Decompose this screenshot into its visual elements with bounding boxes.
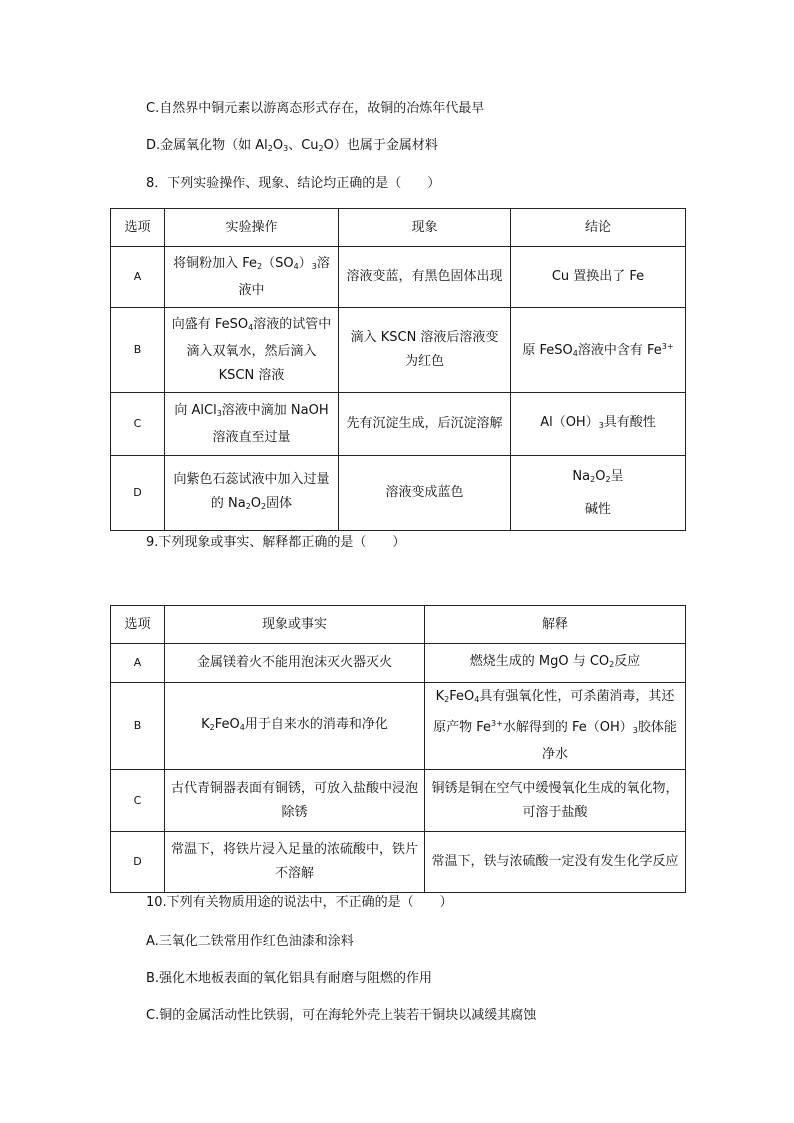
question-10-option-a: A.三氧化二铁常用作红色油漆和涂料: [146, 934, 354, 949]
table-row: [111, 393, 686, 456]
question-8-stem: 8．下列实验操作、现象、结论均正确的是（ ）: [146, 176, 441, 191]
operation-cell: 向 AlCl$_3$溶液中滴加 NaOH 溶液直至过量: [165, 393, 339, 456]
table-row: [111, 456, 686, 531]
question-10-stem: 10.下列有关物质用途的说法中，不正确的是（ ）: [146, 895, 453, 910]
header-cell: 结论: [511, 209, 686, 247]
explanation-cell: 燃烧生成的 MgO 与 $CO_2$反应: [425, 644, 686, 683]
table-header-row: [111, 209, 686, 247]
header-cell: 实验操作: [165, 209, 339, 247]
fact-cell: 金属镁着火不能用泡沫灭火器灭火: [165, 644, 425, 683]
table-row: [111, 683, 686, 770]
phenomenon-cell: 先有沉淀生成，后沉淀溶解: [339, 393, 511, 456]
fact-cell: 常温下，将铁片浸入足量的浓硫酸中，铁片不溶解: [165, 832, 425, 893]
fact-cell: 古代青铜器表面有铜锈，可放入盐酸中浸泡除锈: [165, 770, 425, 832]
explanation-cell: 常温下，铁与浓硫酸一定没有发生化学反应: [425, 832, 686, 893]
explanation-cell: $K_2FeO_4$具有强氧化性，可杀菌消毒，其还原产物 $Fe^{3+}$水解得到的 $Fe(OH)_3$胶体能净水: [425, 683, 686, 770]
header-cell: 选项: [111, 606, 165, 644]
row-label: A: [111, 247, 165, 308]
header-cell: 选项: [111, 209, 165, 247]
table-row: [111, 832, 686, 893]
conclusion-cell: $Al(OH)_3$具有酸性: [511, 393, 686, 456]
fact-cell: $K_2FeO_4$用于自来水的消毒和净化: [165, 683, 425, 770]
table-row: [111, 247, 686, 308]
option-c-top: C.自然界中铜元素以游离态形式存在，故铜的冶炼年代最早: [146, 101, 485, 116]
question-9-table: [110, 605, 686, 893]
operation-cell: 向盛有 FeSO$_4$溶液的试管中滴入双氧水，然后滴入 KSCN 溶液: [165, 308, 339, 393]
question-10-option-c: C.铜的金属活动性比铁弱，可在海轮外壳上装若干铜块以减缓其腐蚀: [146, 1008, 537, 1023]
table-header-row: [111, 606, 686, 644]
table-row: [111, 308, 686, 393]
row-label: B: [111, 683, 165, 770]
question-9-stem: 9.下列现象或事实、解释都正确的是（ ）: [146, 535, 406, 550]
option-d-top: D.金属氧化物（如 $Al_2O_3$、$Cu_2O$）也属于金属材料: [146, 138, 438, 153]
row-label: D: [111, 456, 165, 531]
row-label: C: [111, 770, 165, 832]
row-label: D: [111, 832, 165, 893]
table-row: [111, 770, 686, 832]
header-cell: 解释: [425, 606, 686, 644]
conclusion-cell: Cu 置换出了 Fe: [511, 247, 686, 308]
conclusion-cell: 原 FeSO$_4$溶液中含有 $Fe^{3+}$: [511, 308, 686, 393]
row-label: A: [111, 644, 165, 683]
operation-cell: 向紫色石蕊试液中加入过量的 $Na_2O_2$固体: [165, 456, 339, 531]
explanation-cell: 铜锈是铜在空气中缓慢氧化生成的氧化物，可溶于盐酸: [425, 770, 686, 832]
header-cell: 现象或事实: [165, 606, 425, 644]
operation-cell: 将铜粉加入 $Fe_2(SO_4)_3$溶液中: [165, 247, 339, 308]
phenomenon-cell: 滴入 KSCN 溶液后溶液变为红色: [339, 308, 511, 393]
phenomenon-cell: 溶液变蓝，有黑色固体出现: [339, 247, 511, 308]
question-10-option-b: B.强化木地板表面的氧化铝具有耐磨与阻燃的作用: [146, 971, 433, 986]
header-cell: 现象: [339, 209, 511, 247]
row-label: B: [111, 308, 165, 393]
table-row: [111, 644, 686, 683]
question-8-table: [110, 208, 686, 531]
row-label: C: [111, 393, 165, 456]
phenomenon-cell: 溶液变成蓝色: [339, 456, 511, 531]
conclusion-cell: $Na_2O_2$呈 碱性: [511, 456, 686, 531]
